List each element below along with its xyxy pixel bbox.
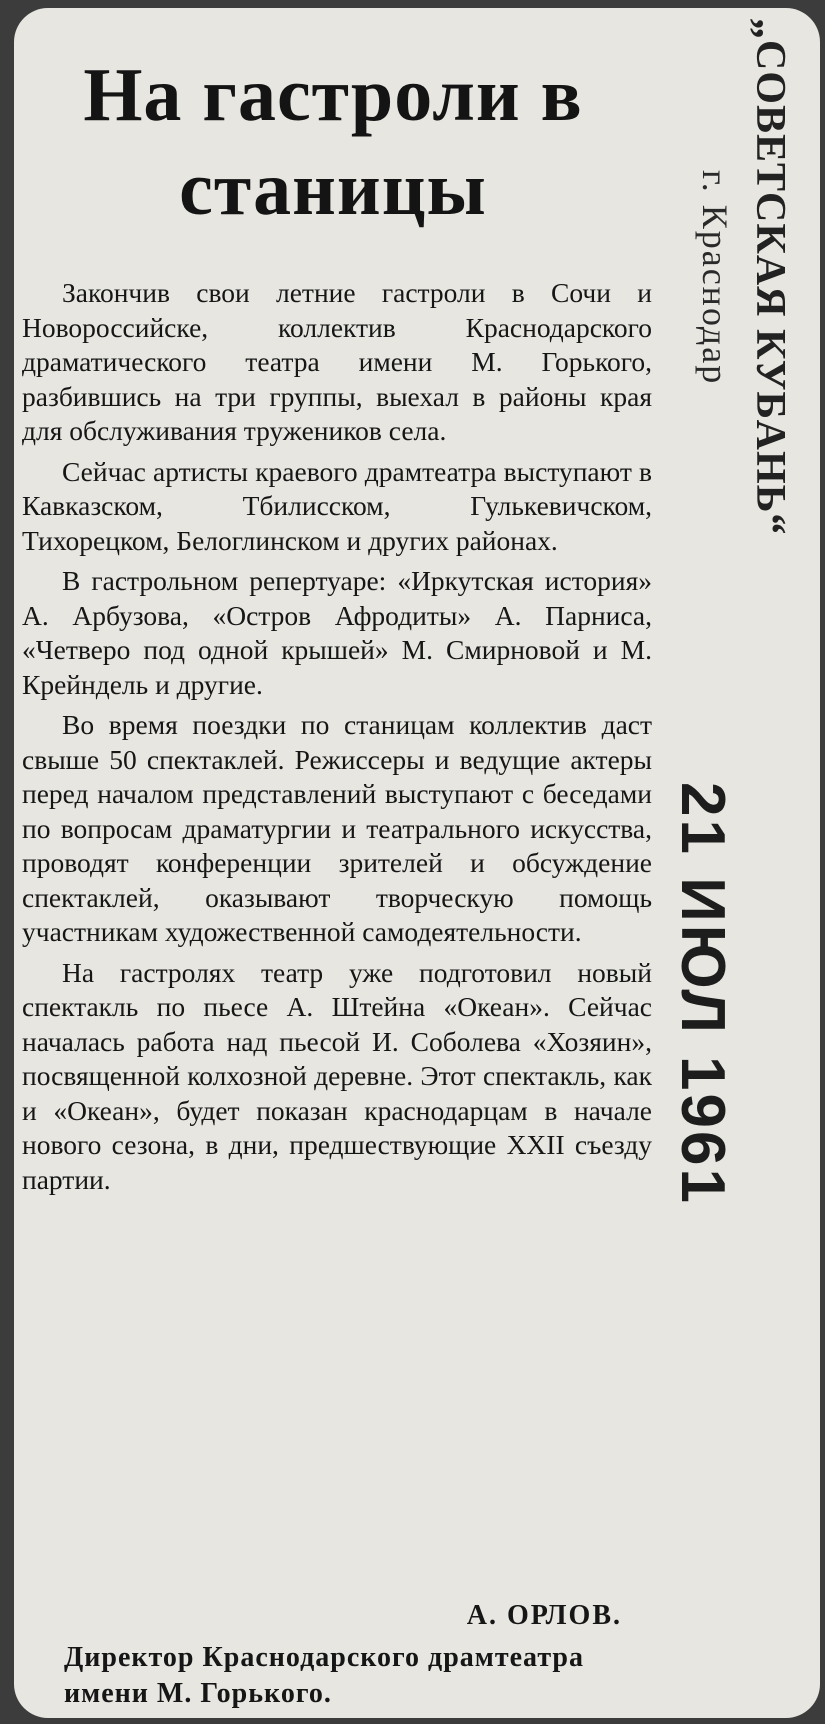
paragraph-1: Закончив свои летние гастроли в Сочи и Новороссийске, коллектив Краснодарского драматического театра имени М. Горького, разбившись на три группы, выехал в районы края для обслуживания тружеников села.: [22, 277, 652, 446]
paragraph-2: Сейчас артисты краевого драмтеатра выступают в Кавказском, Тбилисском, Гулькевичском, Тихорецком, Белоглинском и других районах.: [22, 455, 652, 556]
paragraph-3: В гастрольном репертуаре: «Иркутская история» А. Арбузова, «Остров Афродиты» А. Парниса, «Четверо под одной крышей» М. Смирновой и М. Крейндель и другие.: [22, 565, 652, 700]
headline: На гастроли в станицы: [83, 53, 583, 231]
article-body: [22, 276, 652, 1203]
author-title: Директор Краснодарского драмтеатра имени М. Горького.: [64, 1642, 584, 1709]
city-stamp: г. Краснодар: [695, 170, 735, 386]
article: [8, 0, 658, 1724]
author-signature: А. ОРЛОВ.: [466, 1600, 622, 1631]
newspaper-name-stamp: „СОВЕТСКАЯ КУБАНЬ“: [747, 18, 793, 536]
date-stamp: 21 ИЮЛ 1961: [668, 782, 737, 1206]
paragraph-4: Во время поездки по станицам коллектив даст свыше 50 спектаклей. Режиссеры и ведущие актеры перед началом представлений выступают с беседами по вопросам драматургии и театрального искусства, проводят конференции зрителей и обсуждение спектаклей, оказывают творческую помощь участникам художественной самодеятельности.: [22, 709, 652, 947]
paragraph-5: На гастролях театр уже подготовил новый спектакль по пьесе А. Штейна «Океан». Сейчас началась работа над пьесой И. Соболева «Хозяин», посвященной колхозной деревне. Этот спектакль, как и «Океан», будет показан краснодарцам в начале нового сезона, в дни, предшествующие XXII съезду партии.: [22, 956, 652, 1195]
